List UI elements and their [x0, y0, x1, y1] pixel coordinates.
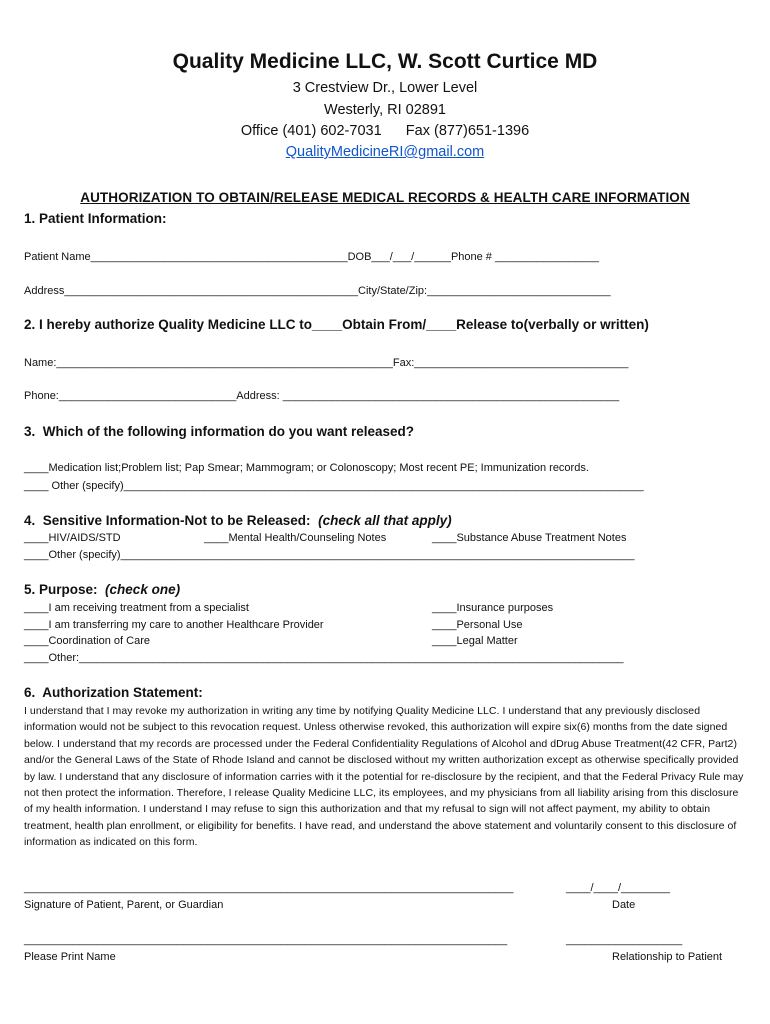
relationship-line[interactable]: ___________________	[566, 934, 683, 946]
section-5-heading	[24, 582, 180, 597]
section-4-note: (check all that apply)	[318, 513, 452, 528]
signature-line[interactable]: ________________________________________________________________________________	[24, 882, 514, 894]
recipient-phone-address-line[interactable]: Phone:_____________________________Address: _______________________________________________________	[24, 390, 620, 402]
section-5-note: (check one)	[105, 582, 181, 597]
purpose-option[interactable]: ____Personal Use	[432, 619, 523, 631]
info-other-specify[interactable]: ____ Other (specify)_____________________________________________________________________________________	[24, 480, 644, 492]
print-name-label: Please Print Name	[24, 951, 116, 963]
print-name-line[interactable]: _______________________________________________________________________________	[24, 934, 508, 946]
phone-fax: Office (401) 602-7031 Fax (877)651-1396	[240, 123, 530, 139]
patient-info-line-1[interactable]: Patient Name__________________________________________DOB___/___/______Phone # _________________	[24, 251, 599, 263]
purpose-option[interactable]: ____I am transferring my care to another Healthcare Provider	[24, 619, 324, 631]
section-6-heading: 6. Authorization Statement:	[24, 685, 203, 700]
recipient-name-fax-line[interactable]: Name:_______________________________________________________Fax:___________________________________	[24, 357, 629, 369]
email-link[interactable]: QualityMedicineRI@gmail.com	[285, 144, 485, 160]
section-4-title: 4. Sensitive Information-Not to be Released:	[24, 513, 311, 528]
city-state-zip: Westerly, RI 02891	[324, 102, 446, 118]
authorization-statement: I understand that I may revoke my authorization in writing any time by notifying Quality Medicine LLC. I understand that any previously disclosed information would not be subject to this revocation request. Unless otherwise revoked, this authorization will expire six(6) months from the date signed below. I understand that my records are processed under the Federal Confidentiality Regulations of Alcohol and dDrug Abuse Treatment(42 CFR, Part2) and/or the General Laws of the State of Rhode Island and cannot be disclosed without my written authorization except as otherwise specifically provided by law. I understand that any disclosure of information carries with it the potential for re-disclosure by the recipient, and that the Federal Privacy Rule may not then protect the information. Therefore, I release Quality Medicine LLC, its employees, and my physicians from all liability arising from this disclosure of my health information. I understand I may refuse to sign this authorization and that my refusal to sign will not affect payment, my ability to obtain treatment, health plan enrollment, or eligibility for benefits. I have read, and understand the above statement and voluntarily consent to this disclosure of information as indicated on this form.	[24, 705, 744, 849]
purpose-option[interactable]: ____I am receiving treatment from a specialist	[24, 602, 249, 614]
sensitive-mental-health-option[interactable]: ____Mental Health/Counseling Notes	[204, 532, 387, 544]
date-label: Date	[612, 899, 636, 911]
street-address: 3 Crestview Dr., Lower Level	[292, 80, 478, 96]
purpose-option[interactable]: ____Coordination of Care	[24, 635, 150, 647]
sensitive-substance-option[interactable]: ____Substance Abuse Treatment Notes	[432, 532, 627, 544]
practice-title: Quality Medicine LLC, W. Scott Curtice MD	[172, 50, 598, 73]
section-1-heading: 1. Patient Information:	[24, 211, 167, 226]
section-4-heading	[24, 513, 452, 528]
section-2-heading: 2. I hereby authorize Quality Medicine LLC to____Obtain From/____Release to(verbally or written)	[24, 317, 649, 332]
section-5-title: 5. Purpose:	[24, 582, 98, 597]
relationship-label: Relationship to Patient	[612, 951, 723, 963]
purpose-other[interactable]: ____Other:_________________________________________________________________________________________	[24, 652, 624, 664]
purpose-option[interactable]: ____Insurance purposes	[432, 602, 554, 614]
form-title: AUTHORIZATION TO OBTAIN/RELEASE MEDICAL RECORDS & HEALTH CARE INFORMATION	[80, 190, 690, 205]
signature-label: Signature of Patient, Parent, or Guardian	[24, 899, 224, 911]
sensitive-other-specify[interactable]: ____Other (specify)____________________________________________________________________________________	[24, 549, 635, 561]
info-released-option[interactable]: ____Medication list;Problem list; Pap Smear; Mammogram; or Colonoscopy; Most recent PE; Immunization records.	[24, 462, 589, 474]
purpose-option[interactable]: ____Legal Matter	[432, 635, 518, 647]
patient-info-line-2[interactable]: Address________________________________________________City/State/Zip:______________________________	[24, 285, 611, 297]
section-3-heading: 3. Which of the following information do you want released?	[24, 424, 415, 439]
date-line[interactable]: ____/____/________	[566, 882, 670, 894]
sensitive-hiv-option[interactable]: ____HIV/AIDS/STD	[24, 532, 121, 544]
